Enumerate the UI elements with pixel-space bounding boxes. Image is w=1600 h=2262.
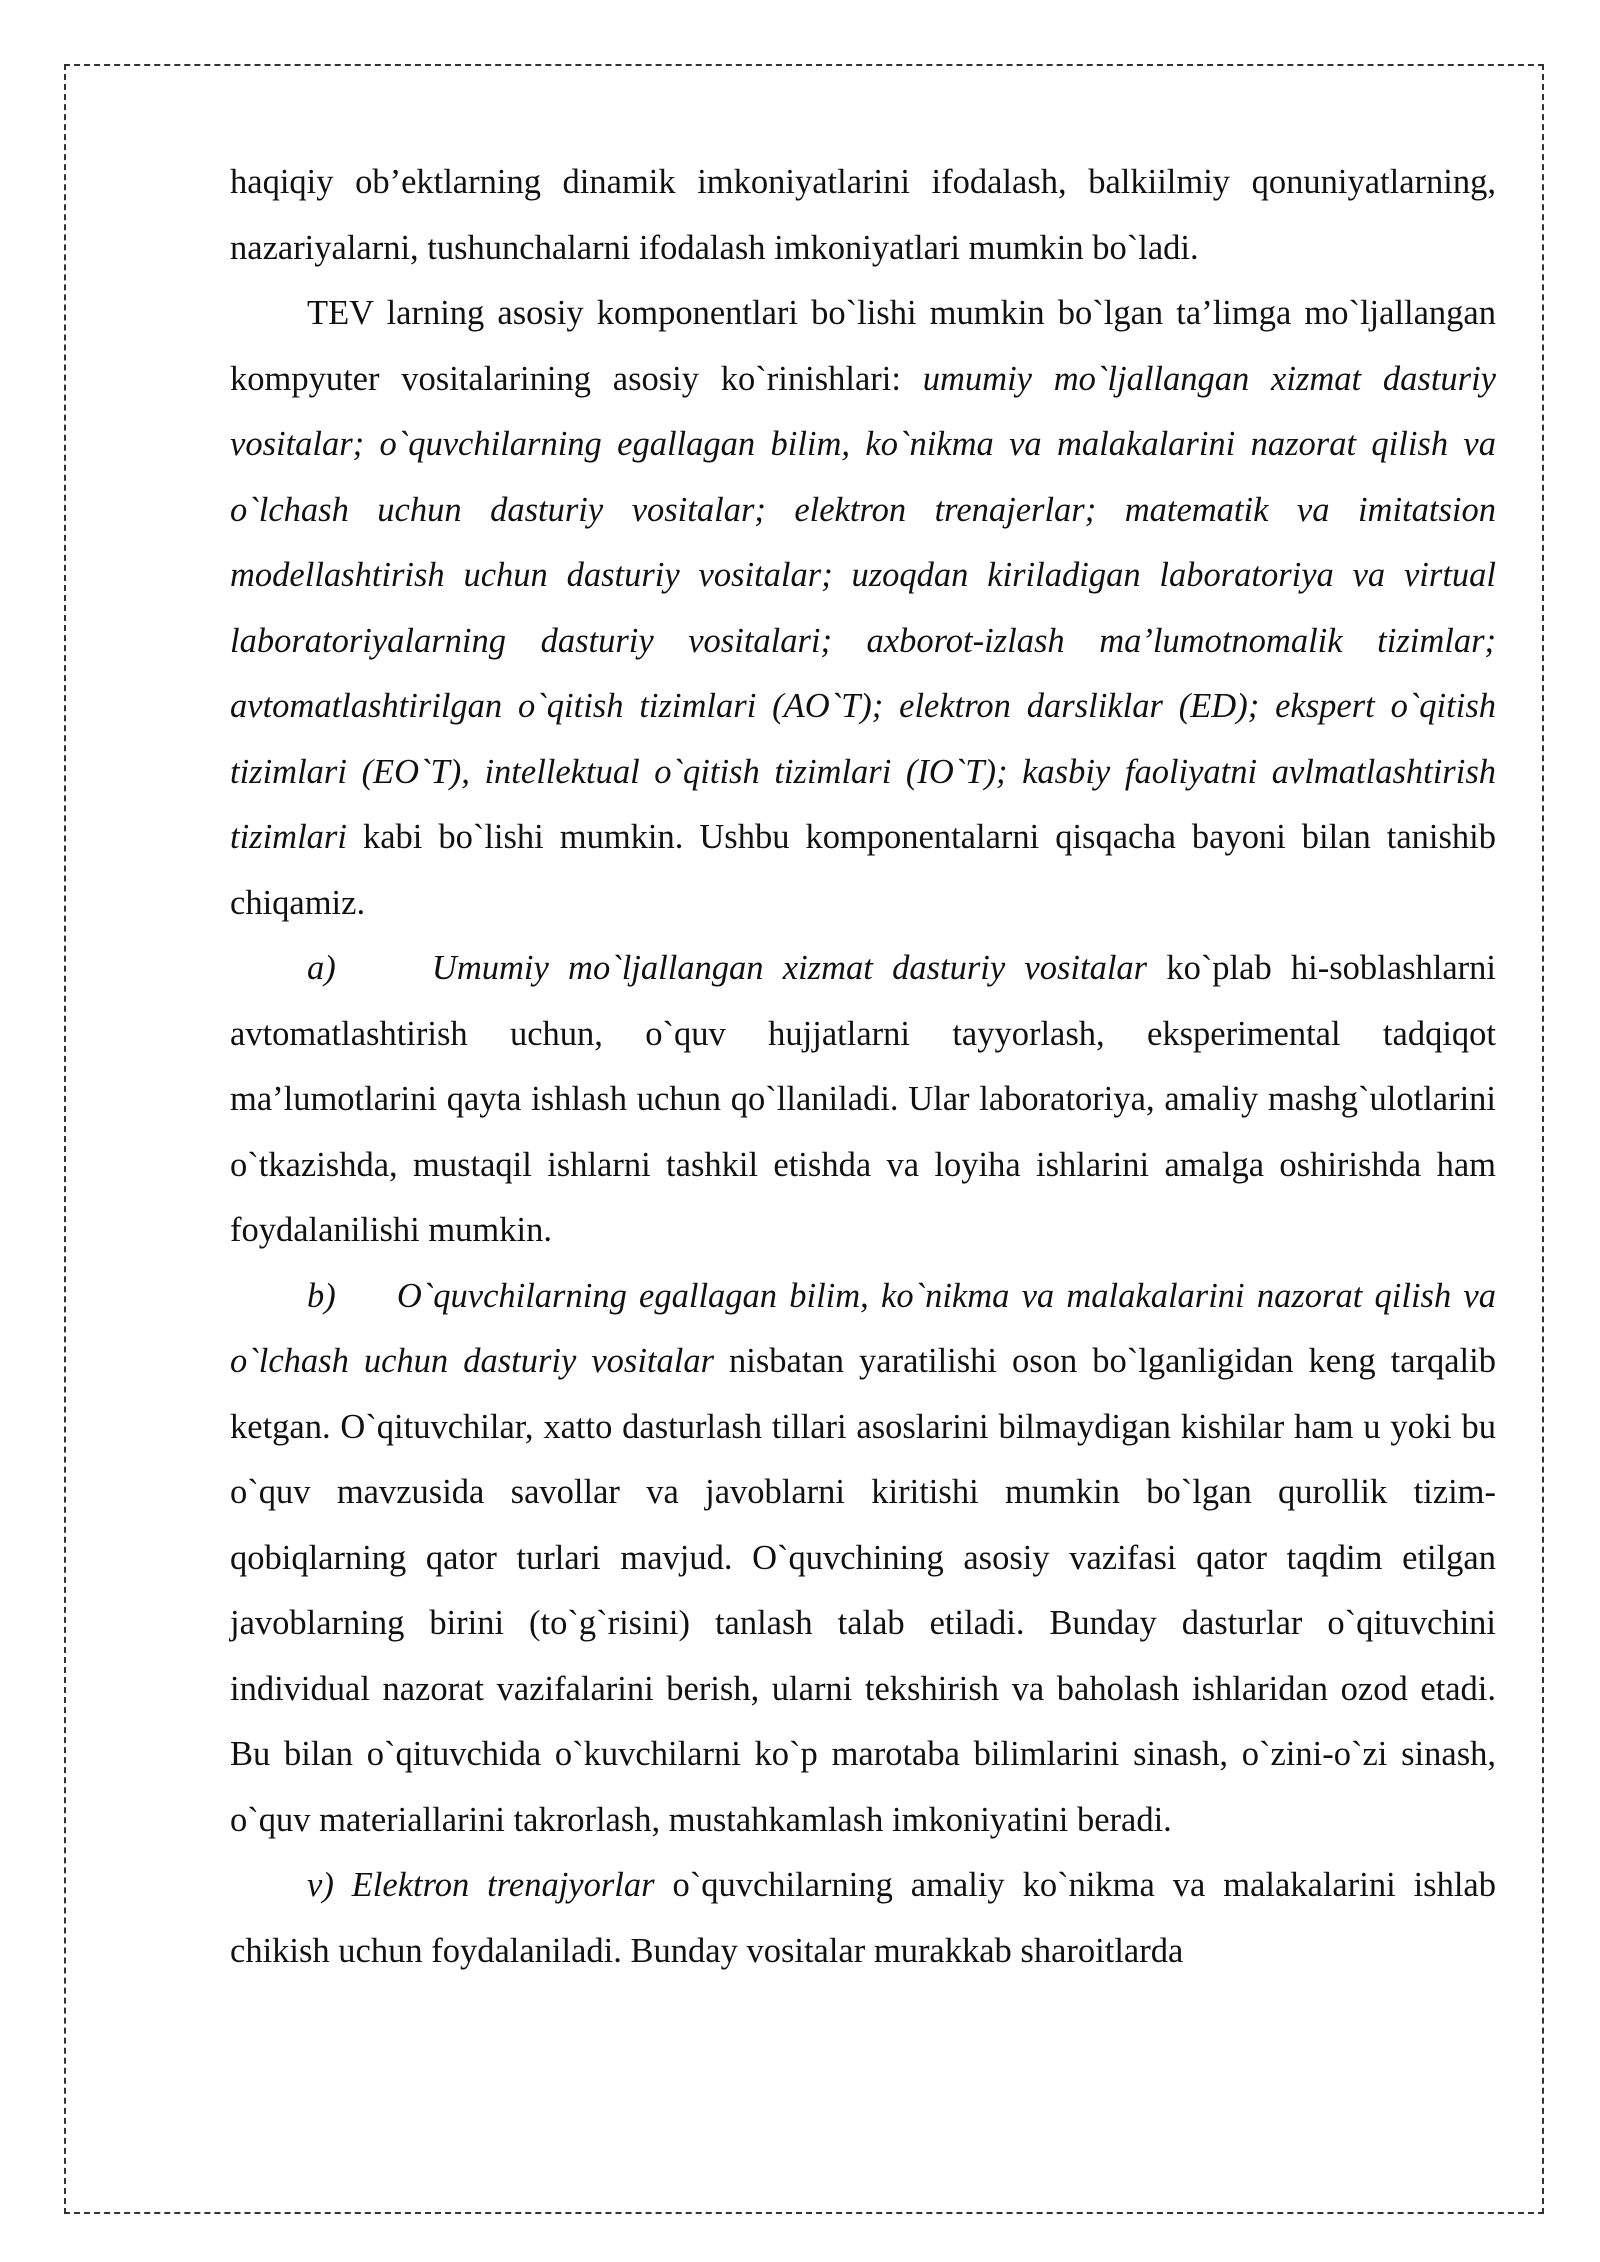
- paragraph-4: [230, 1264, 1505, 1854]
- paragraph-1: [230, 150, 1496, 281]
- paragraph-2-run-3: kabi bo`lishi mumkin. Ushbu komponentalarni qisqacha bayoni bilan tanishib chiqamiz.: [230, 818, 1496, 922]
- paragraph-2: [230, 281, 1496, 936]
- document-body: [230, 150, 1505, 1984]
- paragraph-3-run-2: ko`plab hi-soblashlarni avtomatlashtirish uchun, o`quv hujjatlarni tayyorlash, eksperimental tadqiqot ma’lumotlarini qayta ishlash uchun qo`llaniladi. Ular laboratoriya, amaliy mashg`ulotlarini o`tkazishda, mustaqil ishlarni tashkil etishda va loyiha ishlarini amalga oshirishda ham foydalanilishi mumkin.: [230, 949, 1496, 1249]
- paragraph-5-run-1: v) Elektron trenajyorlar: [307, 1866, 655, 1904]
- paragraph-4-run-2: nisbatan yaratilishi oson bo`lganligidan keng tarqalib ketgan. O`qituvchilar, xatto dasturlash tillari asoslarini bilmaydigan kishilar ham u yoki bu o`quv mavzusida savollar va javoblarni kiritishi mumkin bo`lgan qurollik tizim-qobiqlarning qator turlari mavjud. O`quvchining asosiy vazifasi qator taqdim etilgan javoblarning birini (to`g`risini) tanlash talab etiladi. Bunday dasturlar o`qituvchini individual nazorat vazifalarini berish, ularni tekshirish va baholash ishlaridan ozod etadi. Bu bilan o`qituvchida o`kuvchilarni ko`p marotaba bilimlarini sinash, o`zini-o`zi sinash, o`quv materiallarini takrorlash, mustahkamlash imkoniyatini beradi.: [230, 1342, 1496, 1839]
- paragraph-2-run-1: TEV larning asosiy komponentlari bo`lishi mumkin bo`lgan ta’limga mo`ljallangan kompyuter vositalarining asosiy ko`rinishlari:: [230, 294, 1496, 398]
- paragraph-3-run-1: a) Umumiy mo`ljallangan xizmat dasturiy vositalar: [307, 949, 1148, 987]
- paragraph-5: [230, 1853, 1496, 1984]
- paragraph-3: [230, 936, 1496, 1264]
- paragraph-2-run-2: umumiy mo`ljallangan xizmat dasturiy vositalar; o`quvchilarning egallagan bilim, ko`nikma va malakalarini nazorat qilish va o`lchash uchun dasturiy vositalar; elektron trenajerlar; matematik va imitatsion modellashtirish uchun dasturiy vositalar; uzoqdan kiriladigan laboratoriya va virtual laboratoriyalarning dasturiy vositalari; axborot-izlash ma’lumotnomalik tizimlar; avtomatlashtirilgan o`qitish tizimlari (AO`T); elektron darsliklar (ED); ekspert o`qitish tizimlari (EO`T), intellektual o`qitish tizimlari (IO`T); kasbiy faoliyatni avlmatlashtirish tizimlari: [230, 359, 1496, 856]
- paragraph-5-run-2: o`quvchilarning amaliy ko`nikma va malakalarini ishlab chikish uchun foydalaniladi. Bunday vositalar murakkab sharoitlarda: [230, 1866, 1496, 1970]
- paragraph-1-run-1: haqiqiy ob’ektlarning dinamik imkoniyatlarini ifodalash, balkiilmiy qonuniyatlarning, nazariyalarni, tushunchalarni ifodalash imkoniyatlari mumkin bo`ladi.: [230, 163, 1496, 267]
- paragraph-4-run-1: b) O`quvchilarning egallagan bilim, ko`nikma va malakalarini nazorat qilish va o`lchash uchun dasturiy vositalar: [230, 1276, 1505, 1380]
